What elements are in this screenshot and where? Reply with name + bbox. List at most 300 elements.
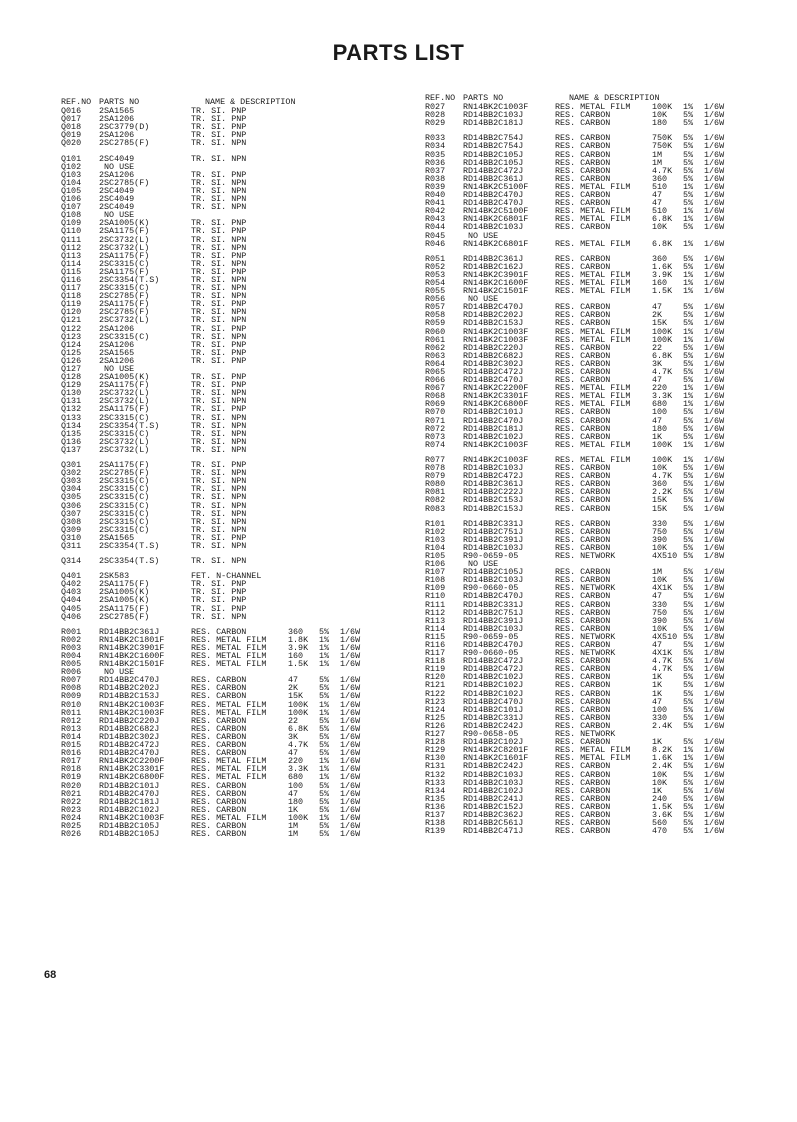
tolerance: 5% [683,487,694,498]
header-description: NAME & DESCRIPTION [569,93,660,103]
wattage: 1/6W [704,181,725,192]
ref-no: R132 [425,769,446,780]
wattage: 1/6W [340,788,361,799]
tolerance: 5% [683,720,694,731]
ref-no: R059 [425,318,446,329]
value: 8.2K [652,745,673,756]
ref-no: R003 [61,642,82,653]
description: TR. SI. NPN [191,185,247,196]
description: RES. CARBON [555,463,611,474]
part-number: R90-0660-05 [463,648,519,659]
value: 100K [652,102,673,113]
rows-left [61,107,391,838]
wattage: 1/6W [704,431,725,442]
part-number: RD14BB2C331J [463,599,524,610]
part-number: RN14BK2C5100F [463,181,529,192]
description: TR. SI. NPN [191,177,247,188]
part-number: RD14BB2C103J [463,222,524,233]
wattage: 1/6W [704,302,725,313]
wattage: 1/6W [340,780,361,791]
part-number: RD14BB2C152J [463,801,524,812]
part-number: RN14BK2C1501F [463,286,529,297]
tolerance: 5% [319,829,330,840]
description: RES. METAL FILM [555,439,631,450]
value: 510 [652,181,668,192]
ref-no: R120 [425,672,446,683]
description: RES. CARBON [555,793,611,804]
ref-no: R015 [61,740,82,751]
description: TR. SI. NPN [191,420,247,431]
ref-no: Q301 [61,460,82,471]
part-number: 2SC3354(T.S) [99,556,160,567]
value: 100K [652,326,673,337]
description: RES. NETWORK [555,631,616,642]
wattage: 1/6W [704,503,725,514]
description: TR. SI. NPN [191,194,247,205]
tolerance: 1% [683,753,694,764]
part-number: RN14BK2C5100F [463,206,529,217]
ref-no: Q117 [61,283,82,294]
ref-no: R013 [61,723,82,734]
value: 1M [288,820,299,831]
ref-no: R134 [425,785,446,796]
wattage: 1/6W [704,688,725,699]
description: RES. CARBON [555,222,611,233]
part-number: RD14BB2C242J [463,761,524,772]
value: 4X1K [652,583,673,594]
wattage: 1/6W [340,642,361,653]
value: 750 [652,526,668,537]
ref-no: R057 [425,302,446,313]
wattage: 1/6W [340,748,361,759]
value: 1M [652,157,663,168]
part-number: RD14BB2C302J [99,731,160,742]
value: 47 [652,190,663,201]
ref-no: R001 [61,626,82,637]
wattage: 1/6W [340,756,361,767]
tolerance: 5% [683,664,694,675]
ref-no: R079 [425,471,446,482]
ref-no: R124 [425,704,446,715]
description: TR. SI. NPN [191,283,247,294]
ref-no: R044 [425,222,446,233]
ref-no: R006 [61,667,82,678]
tolerance: 5% [683,133,694,144]
tolerance: 1% [319,659,330,670]
description: RES. CARBON [555,575,611,586]
description: TR. SI. PNP [191,347,247,358]
ref-no: R065 [425,367,446,377]
description: RES. CARBON [555,777,611,788]
part-number: 2SA1175(F) [99,266,150,277]
header-description: NAME & DESCRIPTION [205,97,296,107]
description: RES. METAL FILM [191,634,267,645]
ref-no: R026 [61,829,82,840]
tolerance: 5% [683,375,694,386]
wattage: 1/6W [340,772,361,783]
value: 22 [652,342,663,353]
value: 10K [652,777,668,788]
wattage: 1/6W [704,567,725,578]
part-number: 2SC3315(C) [99,476,150,487]
tolerance: 5% [683,157,694,168]
description: TR. SI. NPN [191,307,247,318]
ref-no: R110 [425,591,446,602]
part-number: 2SC2785(F) [99,177,150,188]
part-number: RD14BB2C472J [463,664,524,675]
description: TR. SI. NPN [191,516,247,527]
ref-no: Q126 [61,355,82,366]
description: RES. CARBON [555,253,611,264]
description: RES. CARBON [191,626,247,637]
value: 22 [288,715,299,726]
description: RES. CARBON [555,471,611,482]
description: RES. CARBON [555,680,611,691]
wattage: 1/6W [340,820,361,831]
ref-no: R058 [425,310,446,321]
part-number: 2SC3315(C) [99,283,150,294]
tolerance: 1% [319,772,330,783]
tolerance: 5% [683,688,694,699]
tolerance: 5% [683,190,694,201]
ref-no: R002 [61,634,82,645]
tolerance: 5% [683,550,694,561]
value: 1.5K [652,286,673,297]
part-number: RD14BB2C153J [463,318,524,329]
ref-no: Q130 [61,388,82,399]
tolerance: 5% [683,423,694,434]
value: 2.2K [652,487,673,498]
description: RES. CARBON [555,640,611,650]
description: RES. CARBON [555,318,611,329]
value: 750 [652,607,668,618]
tolerance: 5% [683,737,694,748]
description: TR. SI. PNP [191,114,247,125]
ref-no: R022 [61,796,82,807]
ref-no: Q102 [61,161,82,172]
wattage: 1/6W [340,804,361,815]
description: TR. SI. PNP [191,404,247,415]
part-number: 2SC3315(C) [99,484,150,495]
tolerance: 5% [319,675,330,686]
tolerance: 5% [683,118,694,129]
part-number: RD14BB2C391J [463,615,524,626]
tolerance: 5% [683,631,694,642]
part-number: RD14BB2C105J [99,829,160,840]
wattage: 1/6W [704,542,725,553]
ref-no: R029 [425,118,446,129]
wattage: 1/6W [340,829,361,840]
part-number: RD14BB2C470J [463,591,524,602]
ref-no: R137 [425,809,446,820]
ref-no: Q121 [61,315,82,326]
ref-no: R131 [425,761,446,772]
part-number: RN14BK2C1601F [463,753,529,764]
tolerance: 5% [683,342,694,353]
part-number: RD14BB2C103J [463,463,524,474]
ref-no: R138 [425,818,446,829]
part-number: 2SA1175(F) [99,460,150,471]
ref-no: R118 [425,656,446,667]
ref-no: R102 [425,526,446,537]
ref-no: R103 [425,534,446,545]
part-number: RD14BB2C153J [99,691,160,702]
ref-no: R069 [425,399,446,410]
tolerance: 5% [683,648,694,659]
ref-no: Q106 [61,194,82,205]
description: RES. METAL FILM [555,454,631,465]
part-number: 2SA1206 [99,323,135,334]
description: RES. CARBON [555,672,611,683]
part-number: 2SC3732(L) [99,396,150,407]
table-row [425,505,760,513]
tolerance: 1% [683,383,694,394]
ref-no: R105 [425,550,446,561]
description: RES. METAL FILM [191,764,267,775]
tolerance: 5% [683,640,694,650]
ref-no: R061 [425,334,446,345]
part-number: RD14BB2C105J [463,157,524,168]
value: 100 [652,407,668,418]
part-number: 2SC3315(C) [99,412,150,423]
part-number: NO USE [99,161,135,172]
part-number: RD14BB2C202J [99,683,160,694]
ref-no: R018 [61,764,82,775]
description: RES. CARBON [555,165,611,176]
value: 1.8K [288,634,309,645]
value: 180 [652,423,668,434]
value: 10K [652,542,668,553]
value: 680 [652,399,668,410]
ref-no: R017 [61,756,82,767]
wattage: 1/6W [704,623,725,634]
ref-no: R035 [425,149,446,160]
value: 750K [652,133,673,144]
part-number: 2SA1175(F) [99,404,150,415]
wattage: 1/6W [704,423,725,434]
wattage: 1/6W [704,818,725,829]
part-number: 2SA1206 [99,355,135,366]
part-number: 2SA1565 [99,347,135,358]
ref-no: R119 [425,664,446,675]
value: 1K [288,804,299,815]
tolerance: 1% [683,206,694,217]
ref-no: R123 [425,696,446,707]
description: TR. SI. PNP [191,250,247,261]
value: 330 [652,518,668,529]
description: TR. SI. NPN [191,138,247,149]
part-number: RN14BK2C1003F [99,699,165,710]
description: TR. SI. PNP [191,266,247,277]
part-number: RD14BB2C361J [463,479,524,490]
part-number: 2SC4049 [99,202,135,213]
tolerance: 5% [683,785,694,796]
tolerance: 5% [683,471,694,482]
wattage: 1/6W [704,487,725,498]
value: 3.9K [652,269,673,280]
part-number: NO USE [463,559,499,570]
part-number: RD14BB2C470J [463,302,524,313]
description: RES. METAL FILM [555,206,631,217]
ref-no: R053 [425,269,446,280]
part-number: 2SC3732(L) [99,444,150,455]
ref-no: R111 [425,599,446,610]
value: 100K [288,699,309,710]
tolerance: 1% [683,745,694,756]
tolerance: 5% [683,818,694,829]
ref-no: Q107 [61,202,82,213]
wattage: 1/6W [340,707,361,718]
header-ref-no: REF.NO [61,97,92,107]
wattage: 1/6W [704,277,725,288]
description: RES. CARBON [191,820,247,831]
part-number: RD14BB2C105J [99,820,160,831]
description: RES. CARBON [191,804,247,815]
part-number: 2SA1175(F) [99,226,150,237]
part-number: RD14BB2C102J [99,804,160,815]
wattage: 1/6W [704,165,725,176]
wattage: 1/6W [704,737,725,748]
ref-no: R107 [425,567,446,578]
description: RES. CARBON [191,740,247,751]
tolerance: 1% [683,277,694,288]
ref-no: R080 [425,479,446,490]
description: RES. METAL FILM [555,334,631,345]
ref-no: Q016 [61,106,82,117]
tolerance: 5% [683,777,694,788]
part-number: RD14BB2C102J [463,737,524,748]
part-number: RD14BB2C102J [463,688,524,699]
wattage: 1/6W [704,575,725,586]
ref-no: Q314 [61,556,82,567]
ref-no: R104 [425,542,446,553]
ref-no: R054 [425,277,446,288]
ref-no: R114 [425,623,446,634]
description: RES. CARBON [555,801,611,812]
ref-no: R136 [425,801,446,812]
part-number: 2SC2785(F) [99,468,150,479]
value: 47 [652,696,663,707]
value: 220 [652,383,668,394]
value: 360 [652,173,668,184]
value: 160 [288,651,304,661]
value: 1K [652,431,663,442]
tolerance: 5% [683,110,694,121]
description: TR. SI. PNP [191,218,247,229]
value: 6.8K [652,214,673,225]
rows-right [425,103,760,835]
description: TR. SI. PNP [191,579,247,590]
part-number: 2SC3315(C) [99,508,150,519]
part-number: RD14BB2C102J [463,785,524,796]
part-number: 2SA1175(F) [99,380,150,391]
wattage: 1/6W [704,463,725,474]
part-number: 2SC3354(T.S) [99,540,160,551]
value: 47 [288,788,299,799]
part-number: RD14BB2C331J [463,518,524,529]
part-number: RD14BB2C361J [463,253,524,264]
wattage: 1/6W [704,518,725,529]
ref-no: Q020 [61,138,82,149]
ref-no: R027 [425,102,446,113]
wattage: 1/6W [704,334,725,345]
value: 100K [652,454,673,465]
ref-no: R041 [425,198,446,209]
part-number: RD14BB2C682J [463,350,524,361]
part-number: RD14BB2C470J [463,696,524,707]
description: RES. CARBON [191,796,247,807]
description: RES. CARBON [555,591,611,602]
part-number: 2SA1005(K) [99,218,150,229]
tolerance: 5% [683,358,694,369]
tolerance: 5% [683,567,694,578]
description: RES. METAL FILM [191,651,267,661]
description: RES. CARBON [555,818,611,829]
value: 360 [288,626,304,637]
description: TR. SI. NPN [191,274,247,285]
ref-no: R062 [425,342,446,353]
part-number: RD14BB2C470J [99,788,160,799]
ref-no: R043 [425,214,446,225]
ref-no: R042 [425,206,446,217]
ref-no: R129 [425,745,446,756]
part-number: 2SC4049 [99,153,135,164]
description: TR. SI. PNP [191,532,247,543]
value: 1K [652,737,663,748]
part-number: RD14BB2C754J [463,141,524,152]
part-number: 2SA1206 [99,130,135,141]
tolerance: 5% [683,591,694,602]
wattage: 1/6W [704,615,725,626]
wattage: 1/6W [340,812,361,823]
part-number: 2SA1005(K) [99,587,150,598]
description: RES. CARBON [555,375,611,386]
tolerance: 5% [683,534,694,545]
ref-no: Q134 [61,420,82,431]
value: 680 [288,772,304,783]
value: 15K [652,495,668,506]
tolerance: 1% [683,238,694,249]
part-number: RD14BB2C751J [463,526,524,537]
ref-no: R020 [61,780,82,791]
tolerance: 1% [683,102,694,113]
part-number: 2SC3315(C) [99,500,150,511]
parts-table-left [61,98,391,838]
ref-no: Q404 [61,595,82,606]
tolerance: 5% [683,769,694,780]
tolerance: 5% [683,302,694,313]
description: RES. METAL FILM [191,707,267,718]
description: RES. CARBON [555,487,611,498]
description: RES. CARBON [555,696,611,707]
ref-no: R021 [61,788,82,799]
part-number: RD14BB2C470J [99,675,160,686]
description: TR. SI. PNP [191,603,247,614]
part-number: RN14BK2C6801F [463,214,529,225]
description: RES. METAL FILM [555,286,631,297]
wattage: 1/6W [704,454,725,465]
ref-no: R108 [425,575,446,586]
part-number: RN14BK2C1003F [463,102,529,113]
wattage: 1/6W [340,731,361,742]
description: RES. METAL FILM [555,745,631,756]
description: RES. METAL FILM [555,269,631,280]
description: TR. SI. NPN [191,444,247,455]
wattage: 1/6W [704,253,725,264]
part-number: R90-0658-05 [463,729,519,740]
wattage: 1/6W [704,214,725,225]
description: TR. SI. PNP [191,106,247,117]
